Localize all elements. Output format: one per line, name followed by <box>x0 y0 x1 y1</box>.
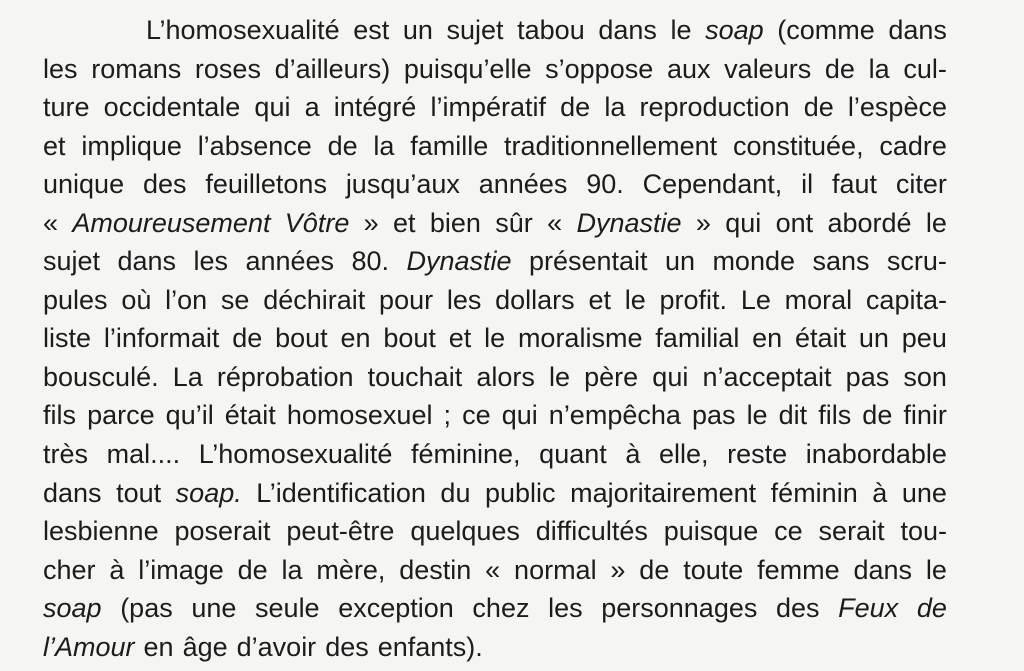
word: tou- <box>900 516 947 547</box>
word: pules <box>43 284 108 315</box>
word: quelques <box>410 516 520 547</box>
word: féminin <box>770 477 858 508</box>
word: féminine, <box>411 439 521 470</box>
word: l’informait <box>103 323 220 354</box>
word: scru- <box>886 246 947 277</box>
word: une <box>901 477 947 508</box>
word: qui <box>652 361 689 392</box>
word: où <box>121 284 152 315</box>
word: « <box>485 554 501 585</box>
word: puisqu’elle <box>403 53 532 84</box>
word: de <box>232 323 263 354</box>
word: et <box>448 323 472 354</box>
word: mère, <box>316 554 386 585</box>
word: ce <box>774 516 803 547</box>
word: 90. <box>586 169 624 200</box>
word: Dynastie <box>406 246 512 277</box>
word: le <box>925 207 947 238</box>
word: implique <box>81 130 182 161</box>
body-paragraph <box>43 11 947 666</box>
word: sans <box>812 246 870 277</box>
word: Le <box>740 284 771 315</box>
word: dans <box>117 246 177 277</box>
word: l’image <box>138 554 224 585</box>
word: le <box>925 554 947 585</box>
word: enfants). <box>377 631 483 662</box>
word: jusqu’aux <box>345 169 460 200</box>
word: des <box>325 631 369 662</box>
word: les <box>446 284 482 315</box>
word: majoritairement <box>570 477 757 508</box>
word: soap <box>705 15 764 45</box>
word: qu’il <box>165 400 214 431</box>
word: soap <box>43 593 102 624</box>
word: il <box>801 169 814 200</box>
word: la <box>604 92 626 123</box>
word: femme <box>757 554 840 585</box>
word: d’ailleurs) <box>274 53 391 84</box>
word: abordé <box>827 207 912 238</box>
word: familial <box>655 323 740 354</box>
word: en <box>143 631 174 662</box>
word: citer <box>895 169 947 200</box>
word: destin <box>399 554 472 585</box>
word: L’homosexualité <box>198 439 393 470</box>
word: et <box>393 207 416 238</box>
word: années <box>245 246 335 277</box>
word: pas <box>691 400 736 431</box>
text-line <box>43 589 947 628</box>
word: valeurs <box>724 53 812 84</box>
word: feuilletons <box>205 169 327 200</box>
word: » <box>610 554 626 585</box>
word: reproduction <box>639 92 790 123</box>
word: à <box>872 477 888 508</box>
word: ; <box>443 400 452 431</box>
text-line <box>43 435 947 474</box>
word: n’empêcha <box>548 400 681 431</box>
word: réprobation <box>216 361 354 392</box>
word: » <box>363 207 379 238</box>
word: son <box>903 361 947 392</box>
text-line <box>43 242 947 281</box>
word: de <box>803 92 834 123</box>
word: fils <box>818 400 852 431</box>
word: la <box>281 554 303 585</box>
word: quant <box>539 439 607 470</box>
word: inabordable <box>805 439 947 470</box>
word: occidentale <box>103 92 241 123</box>
word: romans <box>91 53 182 84</box>
word: pour <box>379 284 434 315</box>
word: Vôtre <box>284 207 350 238</box>
word: peu <box>901 323 947 354</box>
word: les <box>193 246 228 277</box>
word: des <box>142 169 187 200</box>
word: qui <box>254 92 291 123</box>
word: aux <box>666 53 711 84</box>
word: finir <box>903 400 947 431</box>
text-line <box>43 11 947 50</box>
text-line <box>43 319 947 358</box>
word: roses <box>194 53 261 84</box>
word: de <box>916 593 947 624</box>
word: bout <box>383 323 436 354</box>
word: la <box>373 130 395 161</box>
text-line <box>43 50 947 89</box>
word: elle, <box>659 439 709 470</box>
word: ture <box>43 92 90 123</box>
word: qui <box>725 207 762 238</box>
word: l’absence <box>197 130 312 161</box>
word: les <box>43 53 78 84</box>
word: traditionnellement <box>504 130 718 161</box>
text-line <box>43 165 947 204</box>
word: le <box>484 323 506 354</box>
word: puisque <box>663 516 759 547</box>
word: La <box>172 361 203 392</box>
word: très <box>43 439 89 470</box>
word: poserait <box>174 516 271 547</box>
word: l’Amour <box>43 631 135 662</box>
word: pas <box>845 361 890 392</box>
word: exception <box>338 593 454 624</box>
word: mal.... <box>106 439 181 470</box>
word: un <box>402 15 433 45</box>
word: difficultés <box>535 516 648 547</box>
word: un <box>858 323 889 354</box>
word: une <box>191 593 237 624</box>
word: Feux <box>838 593 899 624</box>
word: L’homosexualité <box>146 15 340 45</box>
word: ont <box>775 207 814 238</box>
word: âge <box>182 631 228 662</box>
word: à <box>625 439 641 470</box>
word: s’oppose <box>545 53 654 84</box>
word: déchirait <box>263 284 366 315</box>
word: « <box>43 207 59 238</box>
word: dans <box>853 554 913 585</box>
word: Amoureusement <box>72 207 271 238</box>
word: reste <box>727 439 788 470</box>
word: (pas <box>120 593 173 624</box>
word: sujet <box>43 246 101 277</box>
word: a <box>304 92 320 123</box>
word: bousculé. <box>43 361 159 392</box>
word: intégré <box>333 92 417 123</box>
word: l’impératif <box>430 92 546 123</box>
word: en <box>340 323 371 354</box>
word: présentait <box>528 246 648 277</box>
word: dollars <box>495 284 575 315</box>
word: est <box>353 15 390 45</box>
word: de <box>327 130 358 161</box>
word: normal <box>514 554 597 585</box>
word: de <box>237 554 268 585</box>
text-line <box>43 204 947 243</box>
word: dans <box>598 15 657 45</box>
word: serait <box>818 516 885 547</box>
word: homosexuel <box>286 400 433 431</box>
word: cadre <box>879 130 947 161</box>
word: Cependant, <box>642 169 783 200</box>
word: le <box>746 400 768 431</box>
word: faut <box>831 169 877 200</box>
word: monde <box>712 246 795 277</box>
text-line <box>43 474 947 513</box>
text-line <box>43 396 947 435</box>
word: cul- <box>903 53 947 84</box>
word: constituée, <box>732 130 864 161</box>
word: était <box>224 400 276 431</box>
word: se <box>220 284 250 315</box>
word: dit <box>778 400 808 431</box>
word: de <box>639 554 670 585</box>
word: à <box>109 554 125 585</box>
word: toute <box>683 554 744 585</box>
word: alors <box>476 361 535 392</box>
word: était <box>795 323 847 354</box>
word: (comme <box>777 15 875 45</box>
word: parce <box>87 400 155 431</box>
word: moral <box>784 284 853 315</box>
word: 80. <box>351 246 390 277</box>
word: le <box>548 361 570 392</box>
text-line <box>43 512 947 551</box>
text-line <box>43 551 947 590</box>
word: les <box>548 593 583 624</box>
word: de <box>560 92 591 123</box>
word: personnages <box>601 593 758 624</box>
word: du <box>440 477 471 508</box>
word: sujet <box>446 15 504 45</box>
word: seule <box>255 593 320 624</box>
word: de <box>824 53 855 84</box>
word: d’avoir <box>236 631 317 662</box>
word: unique <box>43 169 125 200</box>
word: fils <box>43 400 76 431</box>
text-line <box>43 281 947 320</box>
word: la <box>868 53 890 84</box>
word: l’on <box>165 284 208 315</box>
word: liste <box>43 323 92 354</box>
word: dans <box>888 15 947 45</box>
word: n’acceptait <box>702 361 832 392</box>
word: peut-être <box>286 516 395 547</box>
word: un <box>664 246 695 277</box>
word: touchait <box>367 361 463 392</box>
word: capita- <box>865 284 947 315</box>
word: des <box>775 593 820 624</box>
word: bien <box>429 207 481 238</box>
word: cher <box>43 554 96 585</box>
word: « <box>547 207 563 238</box>
text-line <box>43 358 947 397</box>
word: » <box>695 207 711 238</box>
word: le <box>624 284 646 315</box>
text-line <box>43 127 947 166</box>
word: profit. <box>659 284 728 315</box>
word: tabou <box>517 15 585 45</box>
word: public <box>485 477 556 508</box>
word: Dynastie <box>576 207 682 238</box>
word: en <box>752 323 783 354</box>
word: tout <box>116 477 162 508</box>
word: lesbienne <box>43 516 159 547</box>
word: dans <box>43 477 102 508</box>
word: de <box>862 400 893 431</box>
word: L’identification <box>256 477 426 508</box>
word: bout <box>275 323 328 354</box>
word: l’espèce <box>847 92 947 123</box>
word: années <box>478 169 568 200</box>
word: le <box>670 15 692 45</box>
word: moralisme <box>517 323 643 354</box>
word: qui <box>501 400 538 431</box>
text-line <box>43 88 947 127</box>
word: ce <box>462 400 491 431</box>
text-line <box>43 628 947 667</box>
word: soap. <box>175 477 242 508</box>
word: et <box>588 284 611 315</box>
word: et <box>43 130 66 161</box>
word: famille <box>410 130 489 161</box>
word: sûr <box>495 207 533 238</box>
word: père <box>584 361 639 392</box>
word: chez <box>472 593 530 624</box>
